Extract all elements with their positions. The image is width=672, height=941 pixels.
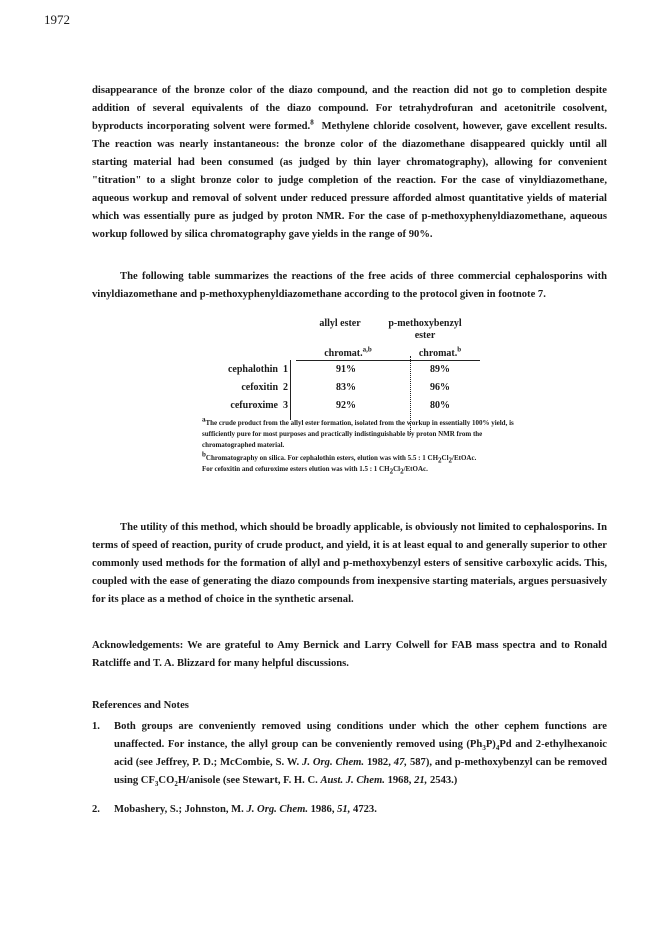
col-head-pmb-line2: ester [414, 330, 436, 341]
footnote-b: bChromatography on silica. For cephalothin esters, elution was with 5.5 : 1 CH2Cl2/EtOAc. For cefoxitin and cefuroxime esters elution was with 1.5 : 1 CH2Cl2/EtOAc. [202, 450, 477, 476]
ack-text: We are grateful to Amy Bernick and Larry Colwell for FAB mass spectra and to Ronald Ratcliffe and T. A. Blizzard for many helpful discussions. [92, 640, 607, 669]
citation-8: 8 [310, 118, 314, 127]
cell-allyl: 83% [336, 382, 356, 393]
col-head-allyl: allyl ester [319, 318, 361, 329]
cell-pmb: 96% [430, 382, 450, 393]
cell-pmb: 89% [430, 364, 450, 375]
paragraph1-text: disappearance of the bronze color of the diazo compound, and the reaction did not go to completion despite addition of several equivalents of the diazo compound. For tetrahydrofuran and acetonitrile cosolvent, byproducts incorporating solvent were formed. [92, 85, 607, 132]
sub-head-allyl: chromat.$^{a,b}$ [296, 348, 400, 361]
reference-2: 2. Mobashery, S.; Johnston, M. J. Org. Chem. 1986, 51, 4723. [92, 804, 377, 815]
ack-title: Acknowledgements: [92, 640, 184, 651]
table-divider [290, 360, 291, 420]
footnote-a: aThe crude product from the allyl ester formation, isolated from the workup in essentially 100% yield, is sufficiently pure for most purposes and practically indistinguishable by proton NMR from the chromatographed material. [202, 415, 514, 449]
page-number: 1972 [44, 12, 70, 27]
paragraph-table-intro: The following table summarizes the reactions of the free acids of three commercial cephalosporins with vinyldiazomethane and p-methoxyphenyldiazomethane according to the protocol given in footnote 7. [92, 271, 607, 300]
sub-head-pmb: chromat.$^b$ [400, 348, 480, 361]
references-title: References and Notes [92, 700, 189, 711]
cell-pmb: 80% [430, 400, 450, 411]
paragraph-reaction-conditions [92, 82, 607, 244]
reference-1: 1. Both groups are conveniently removed using conditions under which the other cephem functions are unaffected. For instance, the allyl group can be conveniently removed using $(Ph_3P)_4Pd$ and 2-ethylhexanoic acid (see Jeffrey, P. D.; McCombie, S. W. J. Org. Chem. 1982, 47, 587), and p-methoxybenzyl can be removed using $CF_3CO_2H$/anisole (see Stewart, F. H. C. Aust. J. Chem. 1968, 21, 2543.) [92, 721, 608, 789]
acknowledgements [92, 637, 607, 673]
row-label: cefoxitin 2 [241, 382, 288, 393]
col-head-pmb [380, 318, 470, 342]
yield-table [220, 318, 520, 418]
row-label: cefuroxime 3 [230, 400, 288, 411]
row-label: cephalothin 1 [227, 364, 288, 375]
paragraph-conclusion: The utility of this method, which should be broadly applicable, is obviously not limited to cephalosporins. In terms of speed of reaction, purity of crude product, and yield, it is at least equal to and generally superior to other commonly used methods for the formation of allyl and p-methoxybenzyl esters of sensitive carboxylic acids. This, coupled with the ease of generating the diazo compounds from inexpensive starting materials, argues persuasively for its place as a method of choice in the synthetic arsenal. [92, 522, 607, 605]
cell-allyl: 92% [336, 400, 356, 411]
paragraph1-rest: Methylene chloride cosolvent, however, gave excellent results. The reaction was nearly instantaneous: the bronze color of the diazomethane disappeared quickly until all starting material had been consumed (as judged by thin layer chromatography), allowing for convenient "titration" to a slight bronze color to judge completion of the reaction. For the case of vinyldiazomethane, aqueous workup and removal of solvent under reduced pressure afforded almost quantitative yields of material which was essentially pure as judged by proton NMR. For the case of p-methoxyphenyldiazomethane, aqueous workup followed by silica chromatography gave yields in the range of 90%. [92, 121, 607, 240]
col-head-pmb-line1: p-methoxybenzyl [388, 318, 462, 329]
cell-allyl: 91% [336, 364, 356, 375]
